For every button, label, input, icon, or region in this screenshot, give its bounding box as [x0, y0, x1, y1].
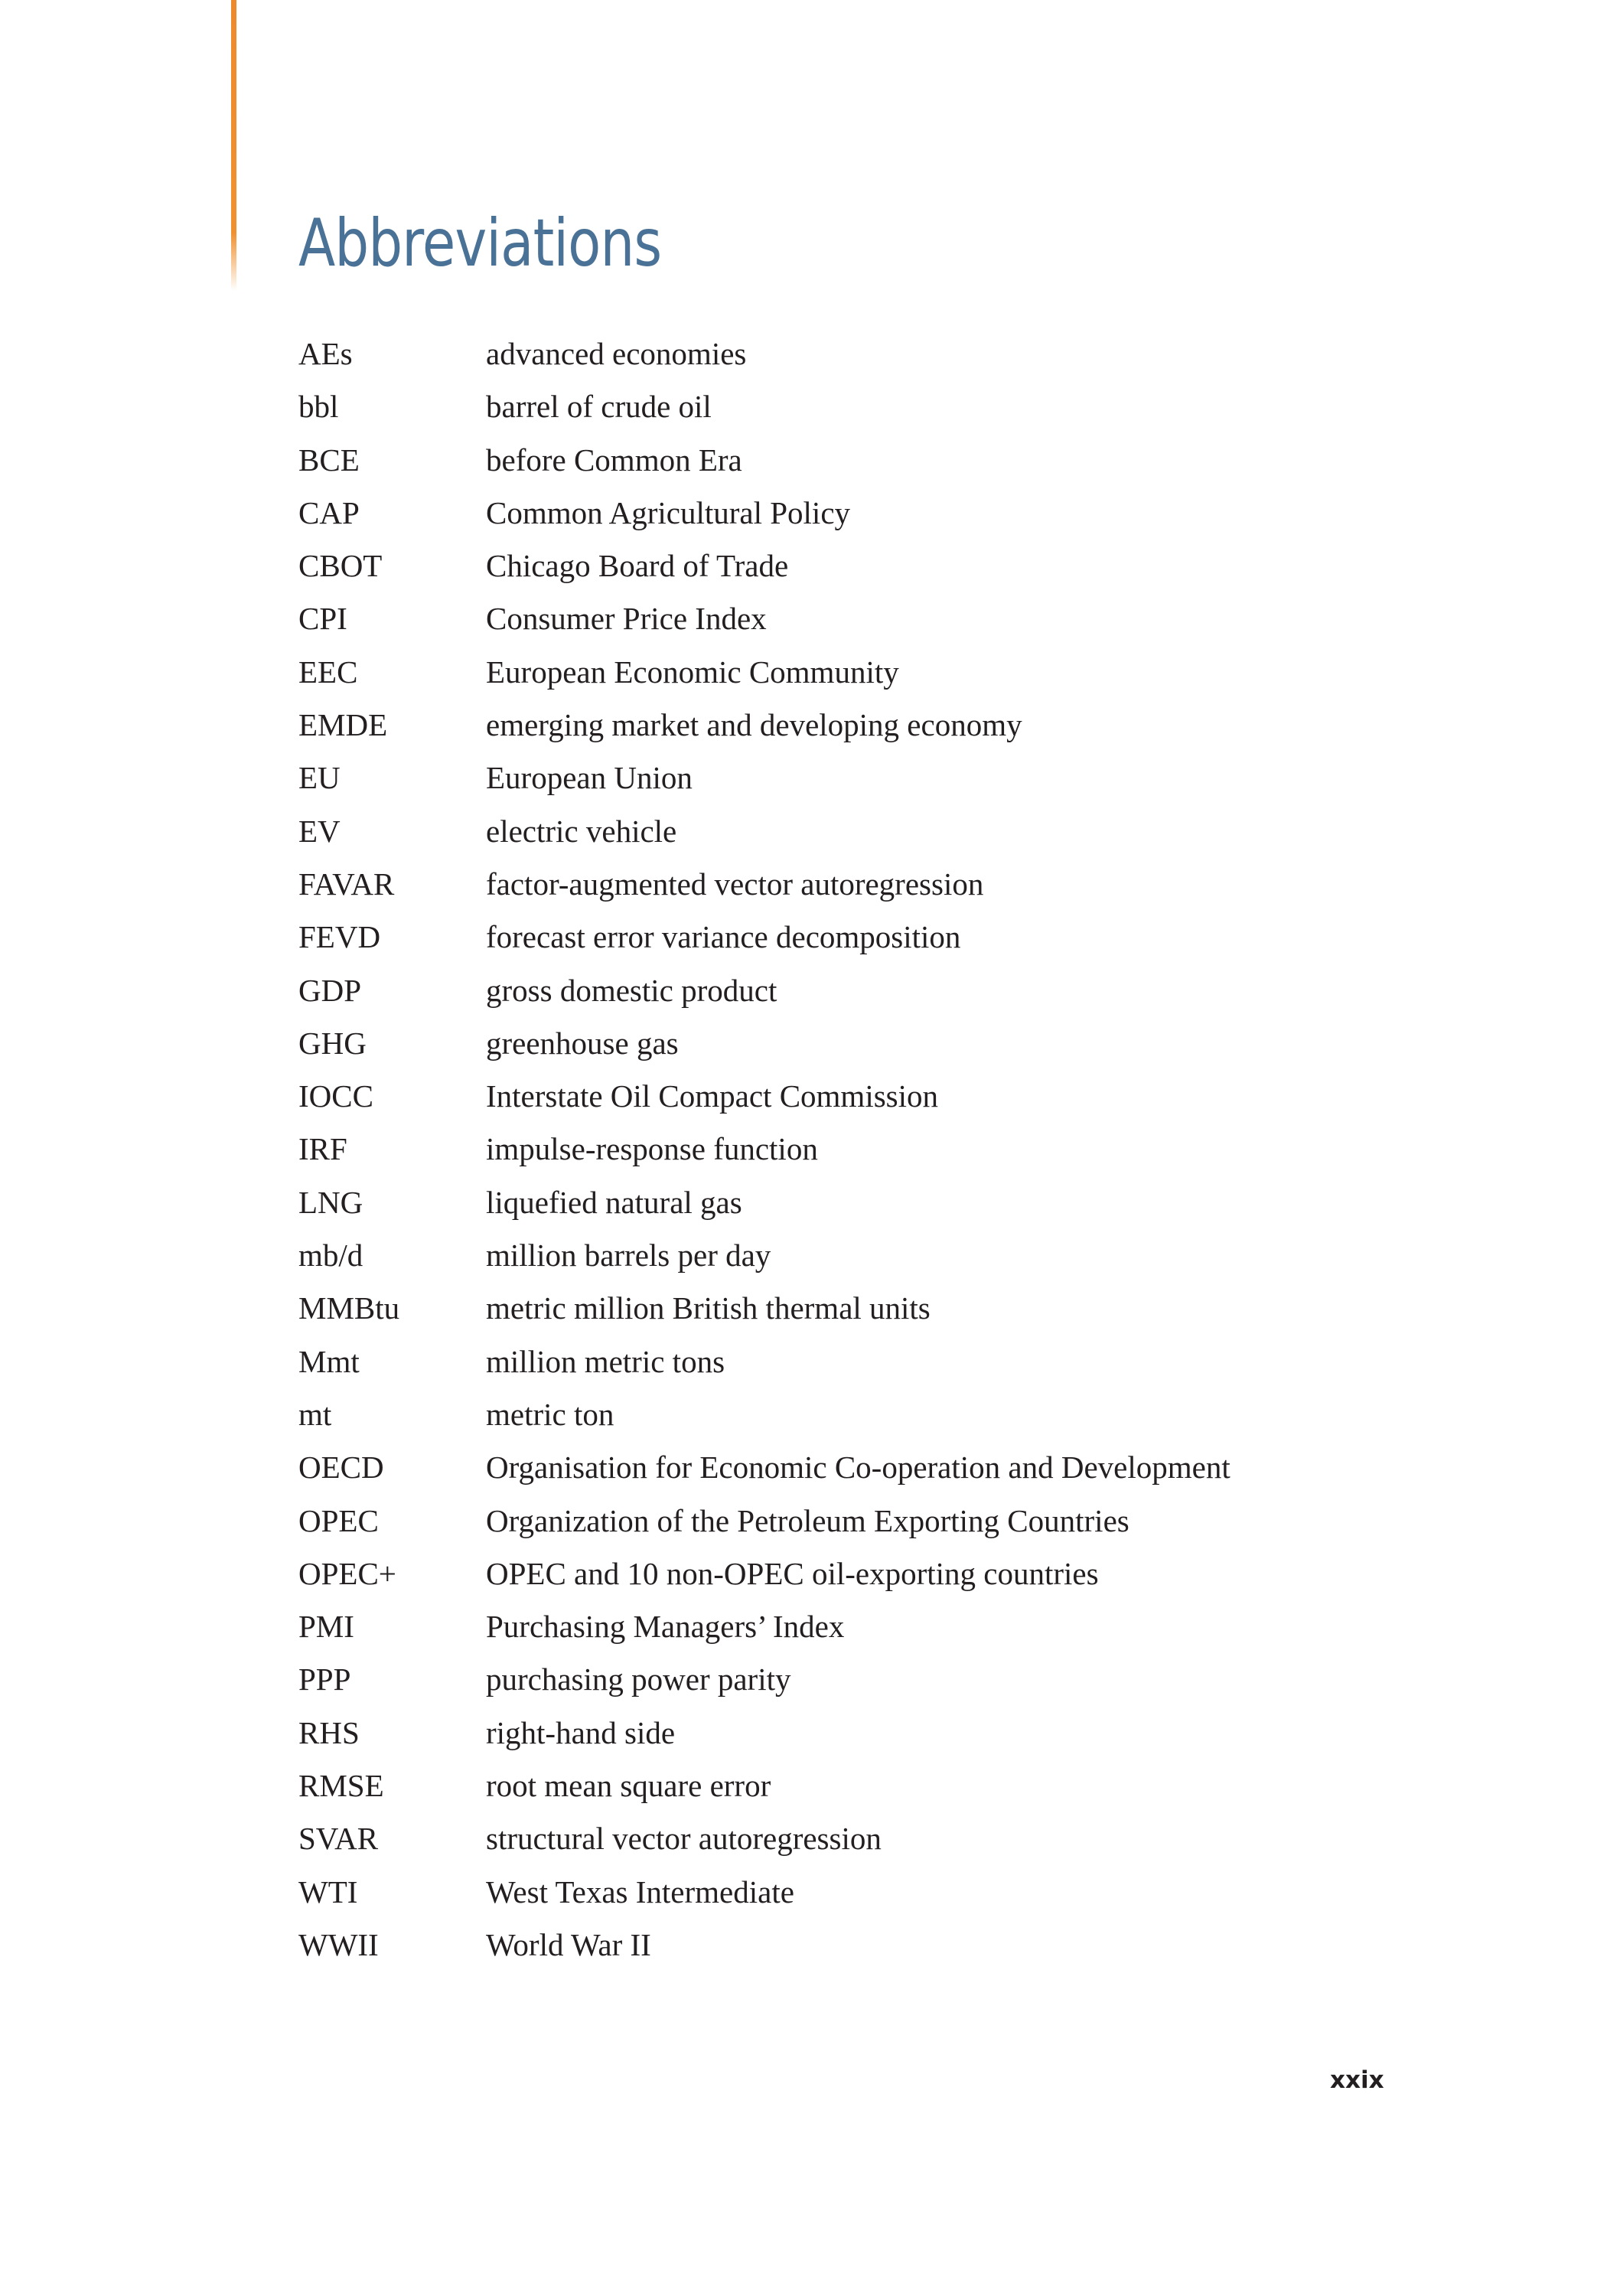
abbreviation-definition: Chicago Board of Trade	[486, 548, 789, 584]
abbreviation-row	[298, 1763, 1231, 1815]
abbreviation-definition: metric million British thermal units	[486, 1290, 931, 1326]
abbreviation-row	[298, 1020, 1231, 1073]
abbreviation-definition: purchasing power parity	[486, 1662, 791, 1698]
abbreviation-row	[298, 914, 1231, 967]
abbreviation-definition: gross domestic product	[486, 972, 777, 1008]
abbreviation-row	[298, 1179, 1231, 1232]
abbreviation-term: GHG	[298, 1025, 367, 1061]
abbreviation-row	[298, 1710, 1231, 1763]
abbreviation-term: PPP	[298, 1662, 351, 1698]
abbreviation-definition: barrel of crude oil	[486, 389, 712, 425]
abbreviation-row	[298, 1551, 1231, 1603]
abbreviation-term: OECD	[298, 1450, 384, 1486]
abbreviation-term: WWII	[298, 1926, 379, 1962]
abbreviation-definition: right-hand side	[486, 1714, 676, 1750]
abbreviation-row	[298, 1232, 1231, 1285]
abbreviation-term: PMI	[298, 1609, 354, 1645]
abbreviation-definition: Organization of the Petroleum Exporting Countries	[486, 1502, 1129, 1538]
abbreviation-term: bbl	[298, 389, 339, 425]
abbreviation-row	[298, 967, 1231, 1020]
abbreviation-term: CAP	[298, 494, 360, 530]
abbreviation-definition: West Texas Intermediate	[486, 1874, 794, 1910]
abbreviation-definition: Purchasing Managers’ Index	[486, 1609, 845, 1645]
page-title: Abbreviations	[298, 205, 662, 282]
abbreviation-row	[298, 1391, 1231, 1444]
abbreviation-row	[298, 1285, 1231, 1338]
abbreviation-term: mb/d	[298, 1238, 363, 1274]
abbreviation-definition: European Union	[486, 760, 693, 796]
abbreviation-term: AEs	[298, 336, 353, 371]
abbreviation-term: IRF	[298, 1131, 347, 1167]
abbreviation-definition: structural vector autoregression	[486, 1821, 882, 1857]
abbreviation-row	[298, 595, 1231, 648]
abbreviation-term: mt	[298, 1396, 332, 1432]
abbreviation-term: OPEC+	[298, 1555, 396, 1591]
abbreviation-row	[298, 1869, 1231, 1922]
abbreviation-definition: Interstate Oil Compact Commission	[486, 1078, 939, 1114]
abbreviation-row	[298, 543, 1231, 595]
abbreviation-term: BCE	[298, 442, 360, 478]
abbreviation-term: FEVD	[298, 919, 381, 955]
abbreviation-term: CBOT	[298, 548, 383, 584]
abbreviation-definition: Consumer Price Index	[486, 601, 767, 637]
abbreviation-row	[298, 861, 1231, 914]
abbreviation-definition: before Common Era	[486, 442, 742, 478]
abbreviation-list	[298, 331, 1231, 1975]
abbreviation-row	[298, 1126, 1231, 1179]
abbreviation-definition: OPEC and 10 non-OPEC oil-exporting countries	[486, 1555, 1099, 1591]
abbreviation-definition: World War II	[486, 1926, 651, 1962]
abbreviation-row	[298, 1815, 1231, 1868]
abbreviation-definition: emerging market and developing economy	[486, 707, 1022, 743]
abbreviation-row	[298, 808, 1231, 861]
abbreviation-row	[298, 1656, 1231, 1709]
abbreviation-definition: electric vehicle	[486, 813, 677, 849]
abbreviation-definition: metric ton	[486, 1396, 614, 1432]
abbreviation-term: MMBtu	[298, 1290, 400, 1326]
abbreviation-definition: advanced economies	[486, 336, 747, 371]
abbreviation-row	[298, 649, 1231, 702]
abbreviation-term: EEC	[298, 654, 358, 690]
abbreviation-term: GDP	[298, 972, 362, 1008]
abbreviation-definition: impulse-response function	[486, 1131, 818, 1167]
abbreviation-term: IOCC	[298, 1078, 373, 1114]
abbreviation-term: Mmt	[298, 1343, 360, 1379]
abbreviation-term: SVAR	[298, 1821, 379, 1857]
abbreviation-row	[298, 331, 1231, 383]
abbreviation-term: WTI	[298, 1874, 358, 1910]
abbreviation-definition: Organisation for Economic Co-operation and Development	[486, 1450, 1231, 1486]
abbreviation-row	[298, 490, 1231, 543]
abbreviation-term: FAVAR	[298, 866, 395, 902]
abbreviation-row	[298, 1498, 1231, 1551]
abbreviation-definition: forecast error variance decomposition	[486, 919, 961, 955]
abbreviation-term: EMDE	[298, 707, 388, 743]
abbreviation-row	[298, 1339, 1231, 1391]
abbreviation-definition: factor-augmented vector autoregression	[486, 866, 984, 902]
abbreviation-row	[298, 437, 1231, 490]
abbreviation-term: RMSE	[298, 1768, 384, 1804]
abbreviation-definition: million barrels per day	[486, 1238, 771, 1274]
accent-bar	[231, 0, 236, 291]
abbreviation-definition: root mean square error	[486, 1768, 771, 1804]
abbreviation-definition: liquefied natural gas	[486, 1184, 742, 1220]
page-number: xxix	[1330, 2066, 1384, 2094]
abbreviation-definition: European Economic Community	[486, 654, 899, 690]
abbreviation-row	[298, 1444, 1231, 1497]
abbreviation-row	[298, 383, 1231, 436]
abbreviation-row	[298, 1922, 1231, 1975]
abbreviation-term: RHS	[298, 1714, 360, 1750]
abbreviation-term: EU	[298, 760, 341, 796]
abbreviation-definition: greenhouse gas	[486, 1025, 679, 1061]
abbreviation-row	[298, 1073, 1231, 1126]
abbreviation-term: LNG	[298, 1184, 363, 1220]
abbreviation-term: EV	[298, 813, 341, 849]
abbreviation-row	[298, 755, 1231, 807]
abbreviation-definition: Common Agricultural Policy	[486, 494, 851, 530]
abbreviation-term: CPI	[298, 601, 347, 637]
abbreviation-row	[298, 1603, 1231, 1656]
abbreviation-definition: million metric tons	[486, 1343, 725, 1379]
abbreviation-term: OPEC	[298, 1502, 379, 1538]
abbreviation-row	[298, 702, 1231, 755]
